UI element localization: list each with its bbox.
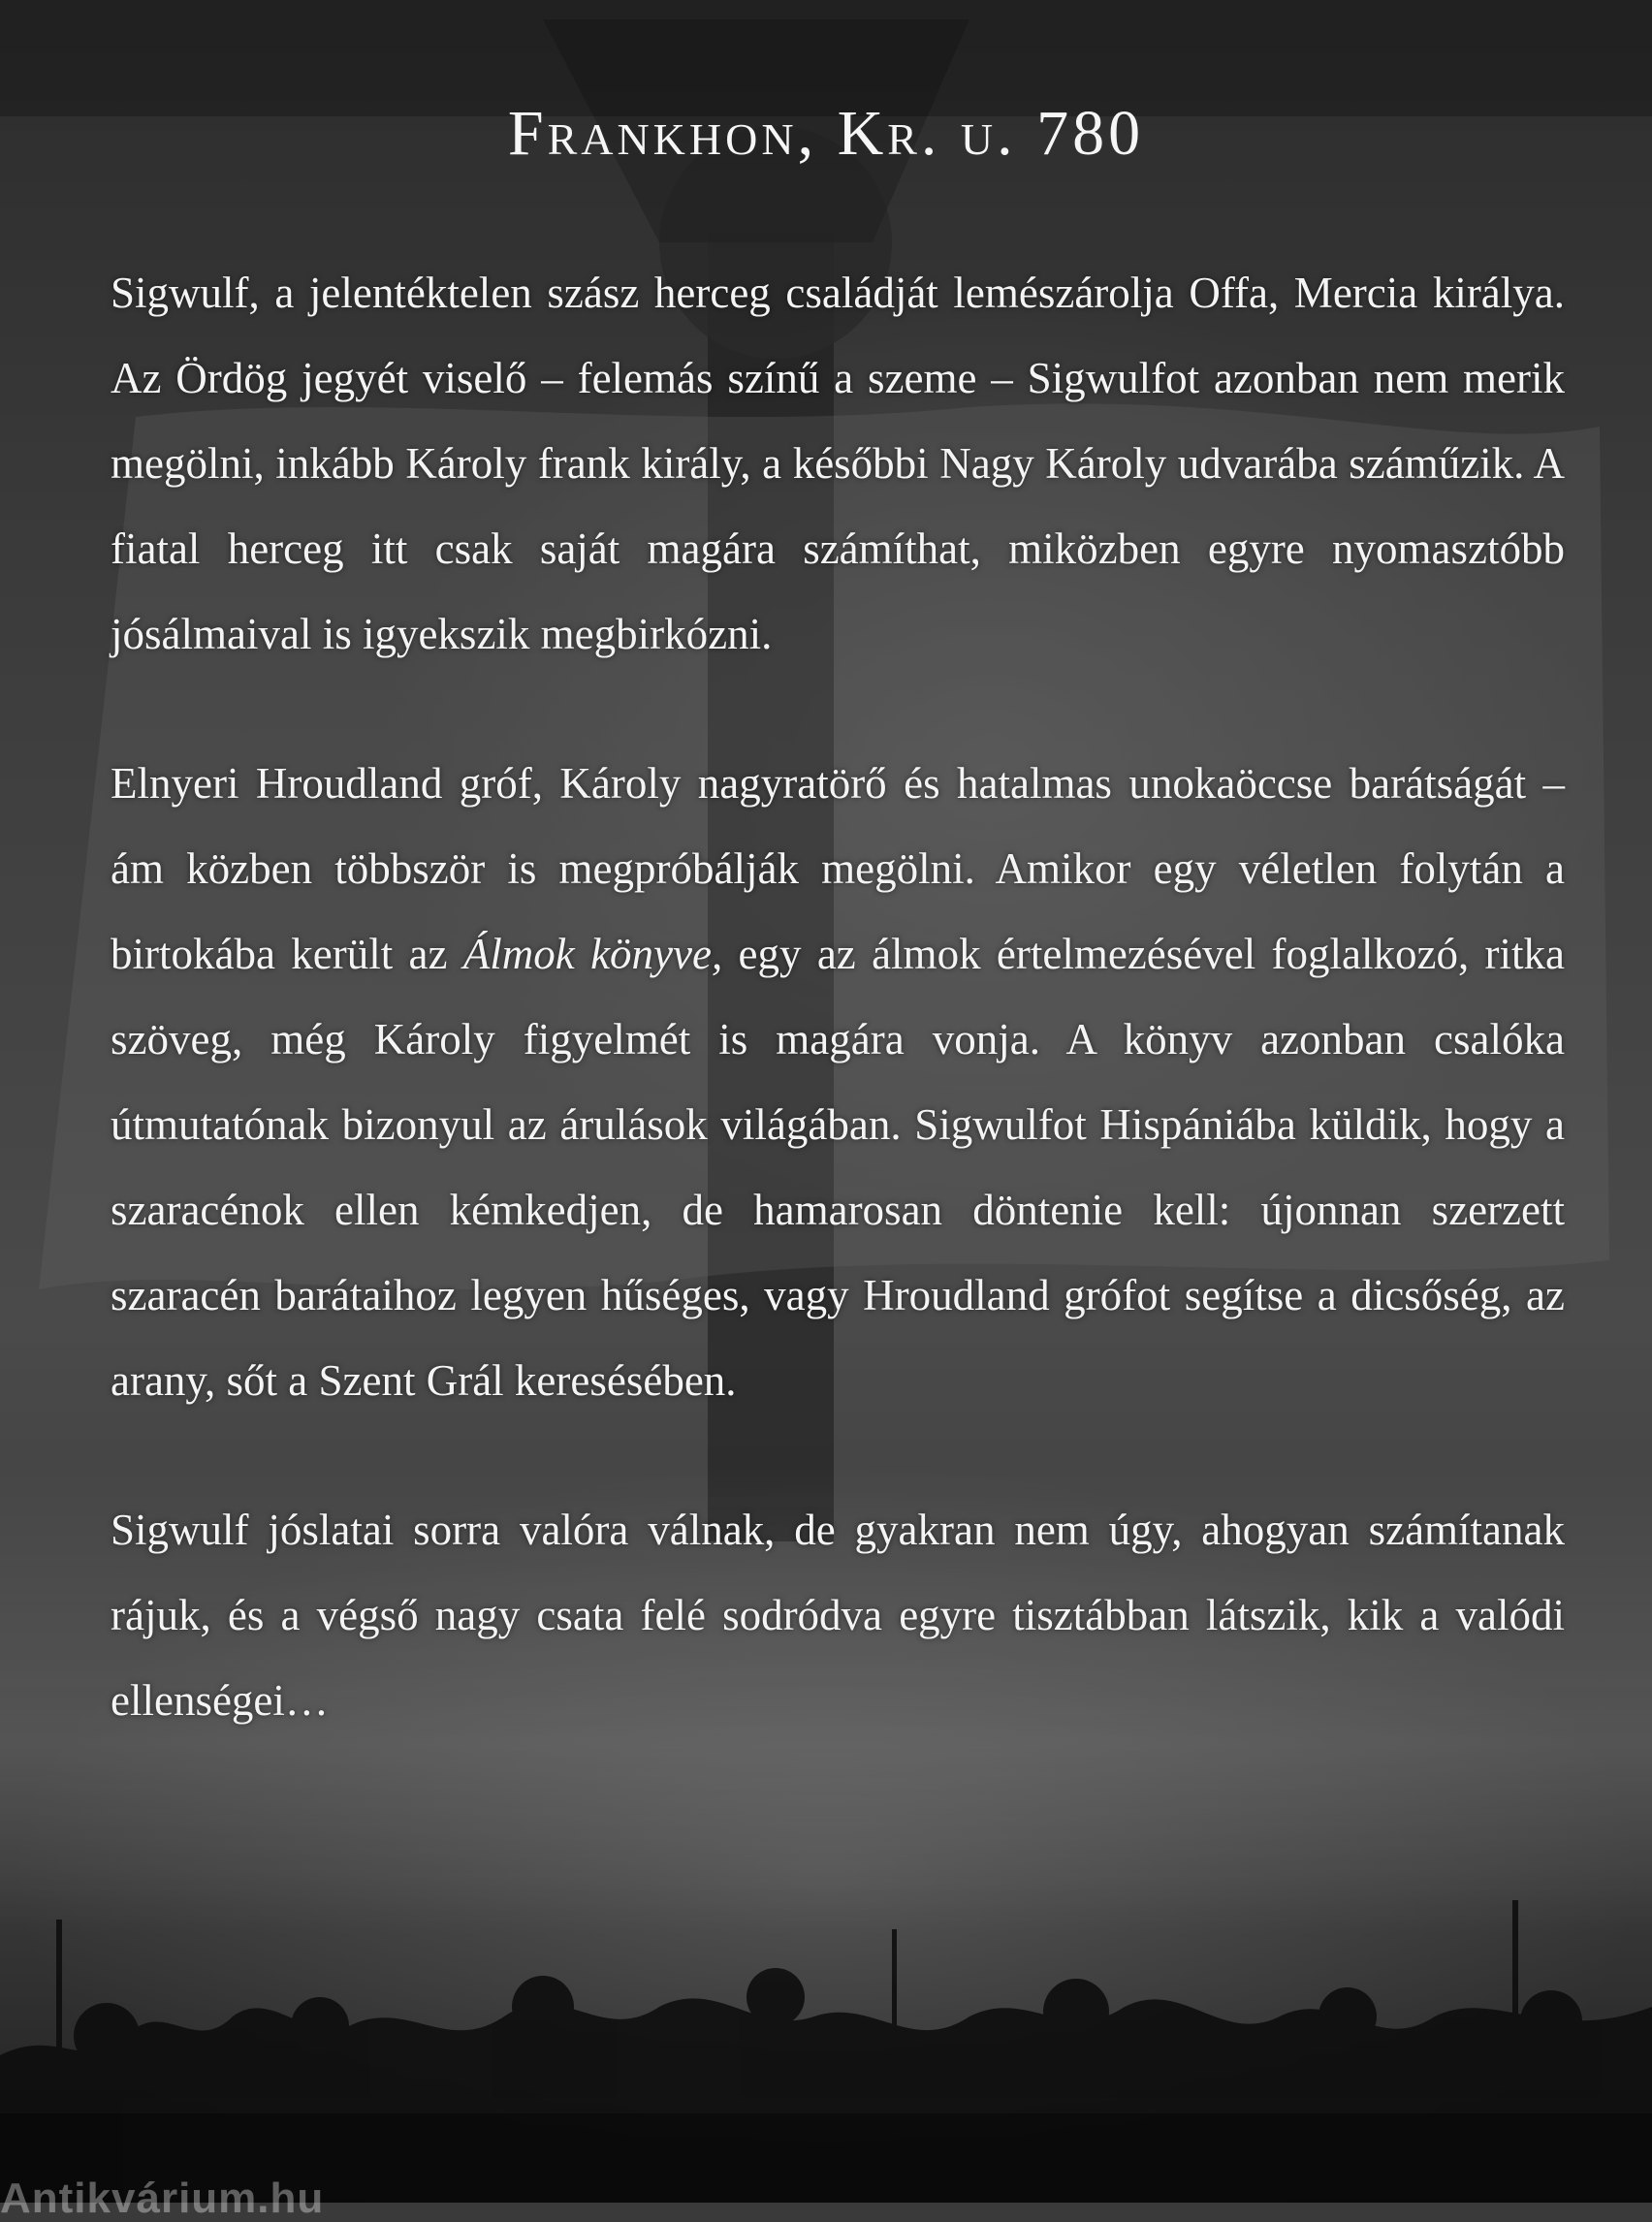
- watermark-text: Antikvárium.hu: [0, 2174, 325, 2222]
- blurb-paragraph-2: [111, 741, 1565, 1423]
- book-title-italic: Álmok könyve,: [462, 930, 723, 978]
- paragraph-2-text-end: egy az álmok értelmezésével foglalkozó, ritka szöveg, még Károly figyelmét is magára vonja. A könyv azonban csalóka útmutatónak bizonyul az árulások világában. Sigwulfot Hispániába küldik, hogy a szaracénok ellen kémkedjen, de hamarosan döntenie kell: újonnan szerzett szaracén barátaihoz legyen hűséges, vagy Hroudland grófot segítse a dicsőség, az arany, sőt a Szent Grál keresésében.: [111, 930, 1565, 1405]
- blurb-paragraph-3: Sigwulf jóslatai sorra valóra válnak, de gyakran nem úgy, ahogyan számítanak rájuk, és a végső nagy csata felé sodródva egyre tisztábban látszik, kik a valódi ellenségei…: [111, 1506, 1565, 1725]
- paragraph-2-text-start: Elnyeri Hroudland gróf, Károly nagyratörő és hatalmas unokaöccse barátságát – ám közben többször is megpróbálják megölni. Amikor egy véletlen folytán a birtokába került az: [111, 759, 1565, 978]
- blurb-paragraph-1: Sigwulf, a jelentéktelen szász herceg családját lemészárolja Offa, Mercia királya. Az Ördög jegyét viselő – felemás színű a szeme – Sigwulfot azonban nem merik megölni, inkább Károly frank király, a későbbi Nagy Károly udvarába száműzik. A fiatal herceg itt csak saját magára számíthat, miközben egyre nyomasztóbb jósálmaival is igyekszik megbirkózni.: [111, 269, 1565, 658]
- page-title: Frankhon, Kr. u. 780: [507, 98, 1145, 169]
- blurb-text: [111, 250, 1565, 1807]
